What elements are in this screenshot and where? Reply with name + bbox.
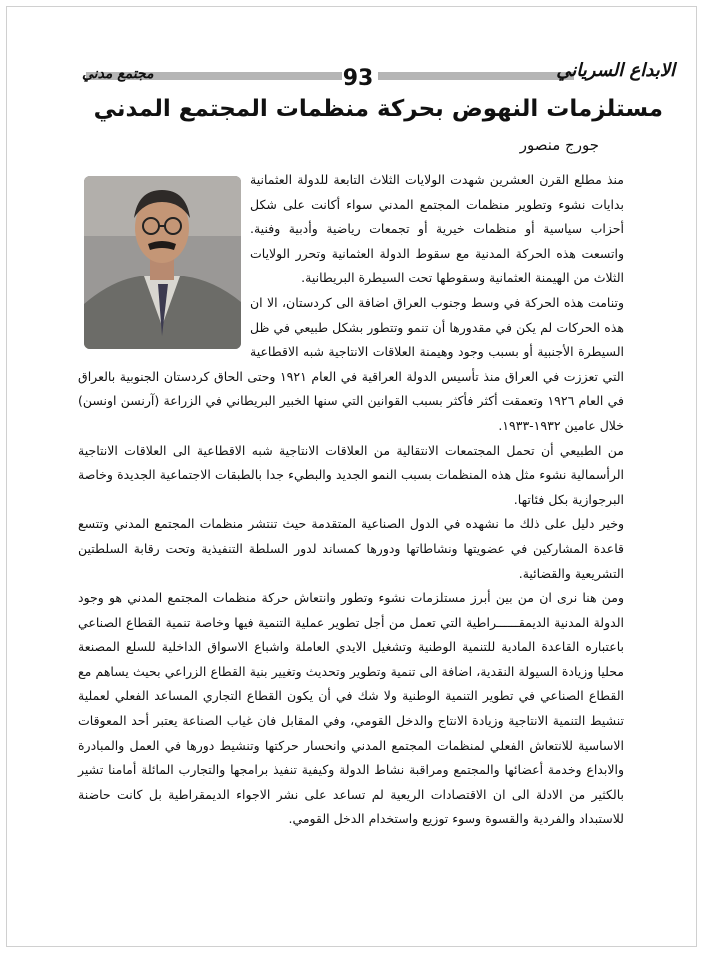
article-title: مستلزمات النهوض بحركة منظمات المجتمع المدني xyxy=(93,96,663,122)
header-rule-right xyxy=(378,72,574,80)
page-number: 93 xyxy=(342,66,374,91)
paragraph-3: من الطبيعي أن تحمل المجتمعات الانتقالية من العلاقات الانتاجية شبه الاقطاعية الى العلاقات الانتاجية الرأسمالية نشوء مثل هذه المنظمات بسبب النمو الجديد والبطيء جدا بالطبقات الاجتماعية الجديدة وخاصة البرجوازية بكل فئاتها. xyxy=(78,442,624,507)
paragraph-5: ومن هنا نرى ان من بين أبرز مستلزمات نشوء وتطور وانتعاش حركة منظمات المجتمع المدني هو وجود الدولة المدنية الديمقــــــراطية التي تعمل من أجل تطوير عملية التنمية فيها وخاصة تنمية القطاع الصناعي باعتباره القاعدة المادية للتنمية الوطنية وتشغيل الايدي العاملة واشباع الاسواق الداخلية للسلع المصنعة محليا وزيادة السيولة النقدية، اضافة الى تنمية وتطوير وتحديث وتغيير بنية القطاع الزراعي بحيث يساهم مع القطاع الصناعي في تطوير التنمية الوطنية ولا شك في أن يكون القطاع التجاري المساعد الفعلي لعملية تنشيط التنمية الانتاجية وزيادة الانتاج والدخل القومي، وفي المقابل فان غياب الصناعة يعتبر أحد المعوقات الاساسية للانتعاش الفعلي لمنظمات المجتمع المدني وانحسار حركتها وتنشيط دورها في العمل والمبادرة والابداع وخدمة أعضائها والمجتمع ومراقبة نشاط الدولة وكيفية تنفيذ برامجها والتجارب المائلة أمامنا تشير بالكثير من الادلة الى ان الاقتصادات الريعية لم تساعد على نشر الاجواء الديمقراطية بل كانت حاضنة للاستبداد والفردية والقسوة وسوء توزيع واستخدام الدخل القومي. xyxy=(78,590,624,827)
section-name: مجتمع مدني xyxy=(82,66,154,82)
article-author: جورج منصور xyxy=(519,136,599,154)
paragraph-2: وتنامت هذه الحركة في وسط وجنوب العراق اضافة الى كردستان، الا ان هذه الحركات لم يكن في مقدورها أن تنمو وتتطور بشكل طبيعي في ظل السيطرة الأجنبية أو بسبب وجود وهيمنة العلاقات الانتاجية شبه الاقطاعية التي تعززت في العراق منذ تأسيس الدولة العراقية في العام ١٩٢١ وحتى الحاق كردستان الجنوبية بالعراق في العام ١٩٢٦ وتعمقت أكثر فأكثر بسبب القوانين التي سنها الخبير البريطاني في الزراعة (آرنسن اونسن) خلال عامين ١٩٣٢-١٩٣٣. xyxy=(78,294,625,433)
photo-wrap-space xyxy=(78,168,250,364)
paragraph-4: وخير دليل على ذلك ما نشهده في الدول الصناعية المتقدمة حيث تنتشر منظمات المجتمع المدني وتتسع قاعدة المشاركين في عضويتها ونشاطاتها ودورها كمساند لدور السلطة التنفيذية وتحت رقابة السلطتين التشريعية والقضائية. xyxy=(78,516,624,581)
paragraph-1: منذ مطلع القرن العشرين شهدت الولايات الثلاث التابعة للدولة العثمانية بدايات نشوء وتطوير منظمات المجتمع المدني سواء أكانت على شكل أحزاب سياسية أو منظمات خيرية أو تجمعات رياضية وأدبية وفنية. واتسعت هذه الحركة المدنية مع سقوط الدولة العثمانية وتحرر الولايات الثلاث من الهيمنة العثمانية وسقوطها تحت السيطرة البريطانية. xyxy=(250,172,624,286)
article-body xyxy=(78,168,624,832)
publication-name: الابداع السرياني xyxy=(556,60,675,81)
